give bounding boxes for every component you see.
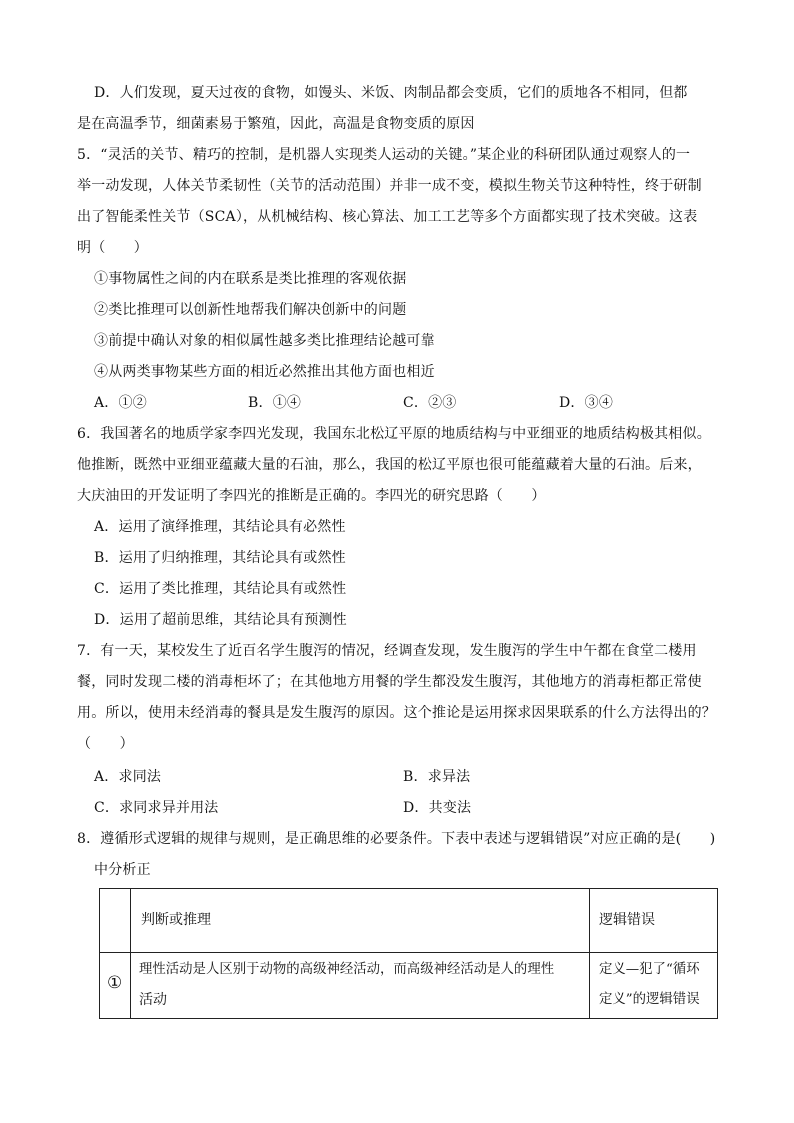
q5-stem-line3: 出了智能柔性关节（SCA），从机械结构、核心算法、加工工艺等多个方面都实现了技术突破。这表 [77,209,698,225]
q5-stem-line1: 5．“灵活的关节、精巧的控制，是机器人实现类人运动的关键。”某企业的科研团队通过观察人的一 [77,147,691,163]
q5-stem-line2: 举一动发现，人体关节柔韧性（关节的活动范围）并非一成不变，模拟生物关节这种特性，终于研制 [77,178,702,194]
q7-choice-d: D．共变法 [403,800,472,816]
q7-choice-b: B．求异法 [403,769,471,785]
q6-stem-line1: 6．我国著名的地质学家李四光发现，我国东北松辽平原的地质结构与中亚细亚的地质结构极其相似。 [77,426,711,442]
table-divider-2 [589,889,590,1018]
q5-statement-4: ④从两类事物某些方面的相近必然推出其他方面也相近 [94,364,435,380]
table-row1-number: ① [107,973,123,993]
q5-stem-line4: 明（ ） [77,240,148,256]
q5-choice-a: A．①② [94,395,147,411]
q8-stem-line2: 中分析正 [94,862,151,878]
table-row-divider [100,952,717,953]
q5-statement-3: ③前提中确认对象的相似属性越多类比推理结论越可靠 [94,333,435,349]
table-header-error: 逻辑错误 [599,912,655,928]
q5-choice-c: C．②③ [403,395,457,411]
q7-choice-c: C．求同求异并用法 [94,800,219,816]
q7-choice-a: A．求同法 [94,769,162,785]
q6-stem-line2: 他推断，既然中亚细亚蕴藏大量的石油，那么，我国的松辽平原也很可能蕴藏着大量的石油。后来， [77,457,702,473]
table-divider-1 [130,889,131,1018]
table-row1-text-line1: 理性活动是人区别于动物的高级神经活动，而高级神经活动是人的理性 [139,962,555,977]
q7-stem-line1: 7．有一天，某校发生了近百名学生腹泻的情况，经调查发现，发生腹泻的学生中午都在食堂二楼用 [77,643,697,659]
q6-choice-c: C．运用了类比推理，其结论具有或然性 [94,581,347,597]
q5-choice-d: D．③④ [559,395,614,411]
q4-option-d-line2: 是在高温季节，细菌素易于繁殖，因此，高温是食物变质的原因 [77,116,475,132]
logic-error-table [99,888,718,1019]
q5-choice-b: B．①④ [248,395,302,411]
q6-choice-d: D．运用了超前思维，其结论具有预测性 [94,612,347,628]
q8-stem-line1: 8．遵循形式逻辑的规律与规则，是正确思维的必要条件。下表中表述与逻辑错误”对应正确的是( ) [77,831,716,847]
q6-choice-a: A．运用了演绎推理，其结论具有必然性 [94,519,346,535]
q5-statement-2: ②类比推理可以创新性地帮我们解决创新中的问题 [94,302,407,318]
q7-stem-line3: 用。所以，使用未经消毒的餐具是发生腹泻的原因。这个推论是运用探求因果联系的什么方法得出的？ [77,705,716,721]
table-row1-text-line2: 活动 [139,992,167,1008]
q6-choice-b: B．运用了归纳推理，其结论具有或然性 [94,550,346,566]
q6-stem-line3: 大庆油田的开发证明了李四光的推断是正确的。李四光的研究思路（ ） [77,488,546,504]
table-row1-error-line2: 定义”的逻辑错误 [599,992,700,1007]
q7-stem-line2: 餐，同时发现二楼的消毒柜坏了；在其他地方用餐的学生都没发生腹泻，其他地方的消毒柜都正常使 [77,674,702,690]
q5-statement-1: ①事物属性之间的内在联系是类比推理的客观依据 [94,271,407,287]
table-header-judgment: 判断或推理 [141,912,211,928]
table-row1-error-line1: 定义—犯了“循环 [599,962,700,977]
q7-stem-line4: （ ） [77,736,134,752]
q4-option-d-line1: D．人们发现，夏天过夜的食物，如馒头、米饭、肉制品都会变质，它们的质地各不相同，但都 [94,85,688,101]
